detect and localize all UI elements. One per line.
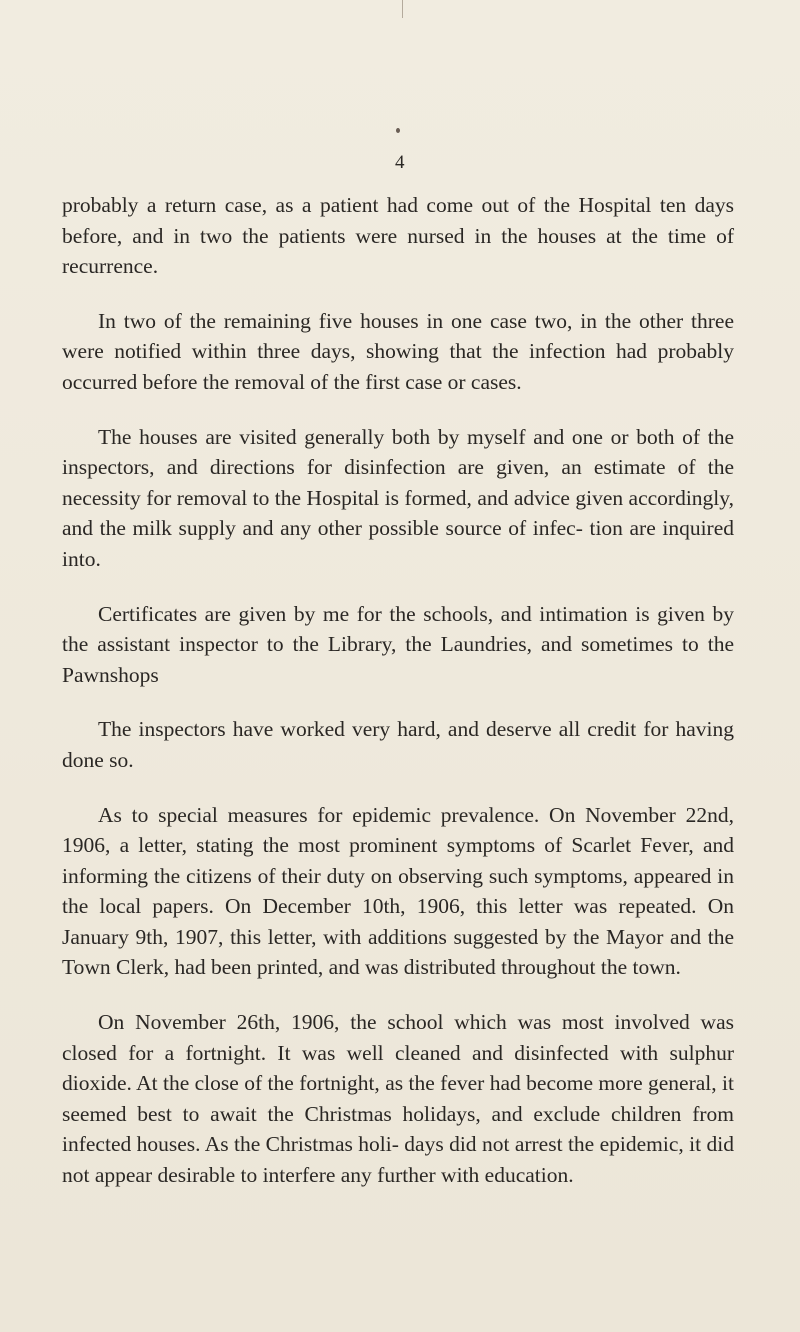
paragraph-5: The inspectors have worked very hard, and deserve all credit for having done so. <box>62 717 734 772</box>
paragraph-2: In two of the remaining five houses in one case two, in the other three were notified within three days, showing that the infection had probably occurred before the removal of the first case or cases. <box>62 308 734 394</box>
page-number: 4 <box>395 152 405 173</box>
body-text <box>62 190 734 1215</box>
paragraph-1: probably a return case, as a patient had come out of the Hospital ten days before, and in two the patients were nursed in the houses at the time of recurrence. <box>62 193 734 279</box>
paragraph-6: As to special measures for epidemic prevalence. On November 22nd, 1906, a letter, stating the most prominent symptoms of Scarlet Fever, and informing the citizens of their duty on observing such symptoms, appeared in the local papers. On December 10th, 1906, this letter was repeated. On January 9th, 1907, this letter, with additions suggested by the Mayor and the Town Clerk, had been printed, and was distributed throughout the town. <box>62 802 734 980</box>
paragraph-4: Certificates are given by me for the schools, and intimation is given by the assistant inspector to the Library, the Laundries, and sometimes to the Pawnshops <box>62 601 734 687</box>
page-edge-mark <box>402 0 403 18</box>
paragraph-3: The houses are visited generally both by myself and one or both of the inspectors, and directions for disinfection are given, an estimate of the necessity for removal to the Hospital is formed, and advice given accordingly, and the milk supply and any other possible source of infec- tion are inquired into. <box>62 424 734 571</box>
paragraph-7: On November 26th, 1906, the school which was most involved was closed for a fortnight. It was well cleaned and disinfected with sulphur dioxide. At the close of the fortnight, as the fever had become more general, it seemed best to await the Christmas holidays, and exclude children from infected houses. As the Christmas holi- days did not arrest the epidemic, it did not appear desirable to interfere any further with education. <box>62 1010 734 1188</box>
ink-speck <box>396 128 400 133</box>
